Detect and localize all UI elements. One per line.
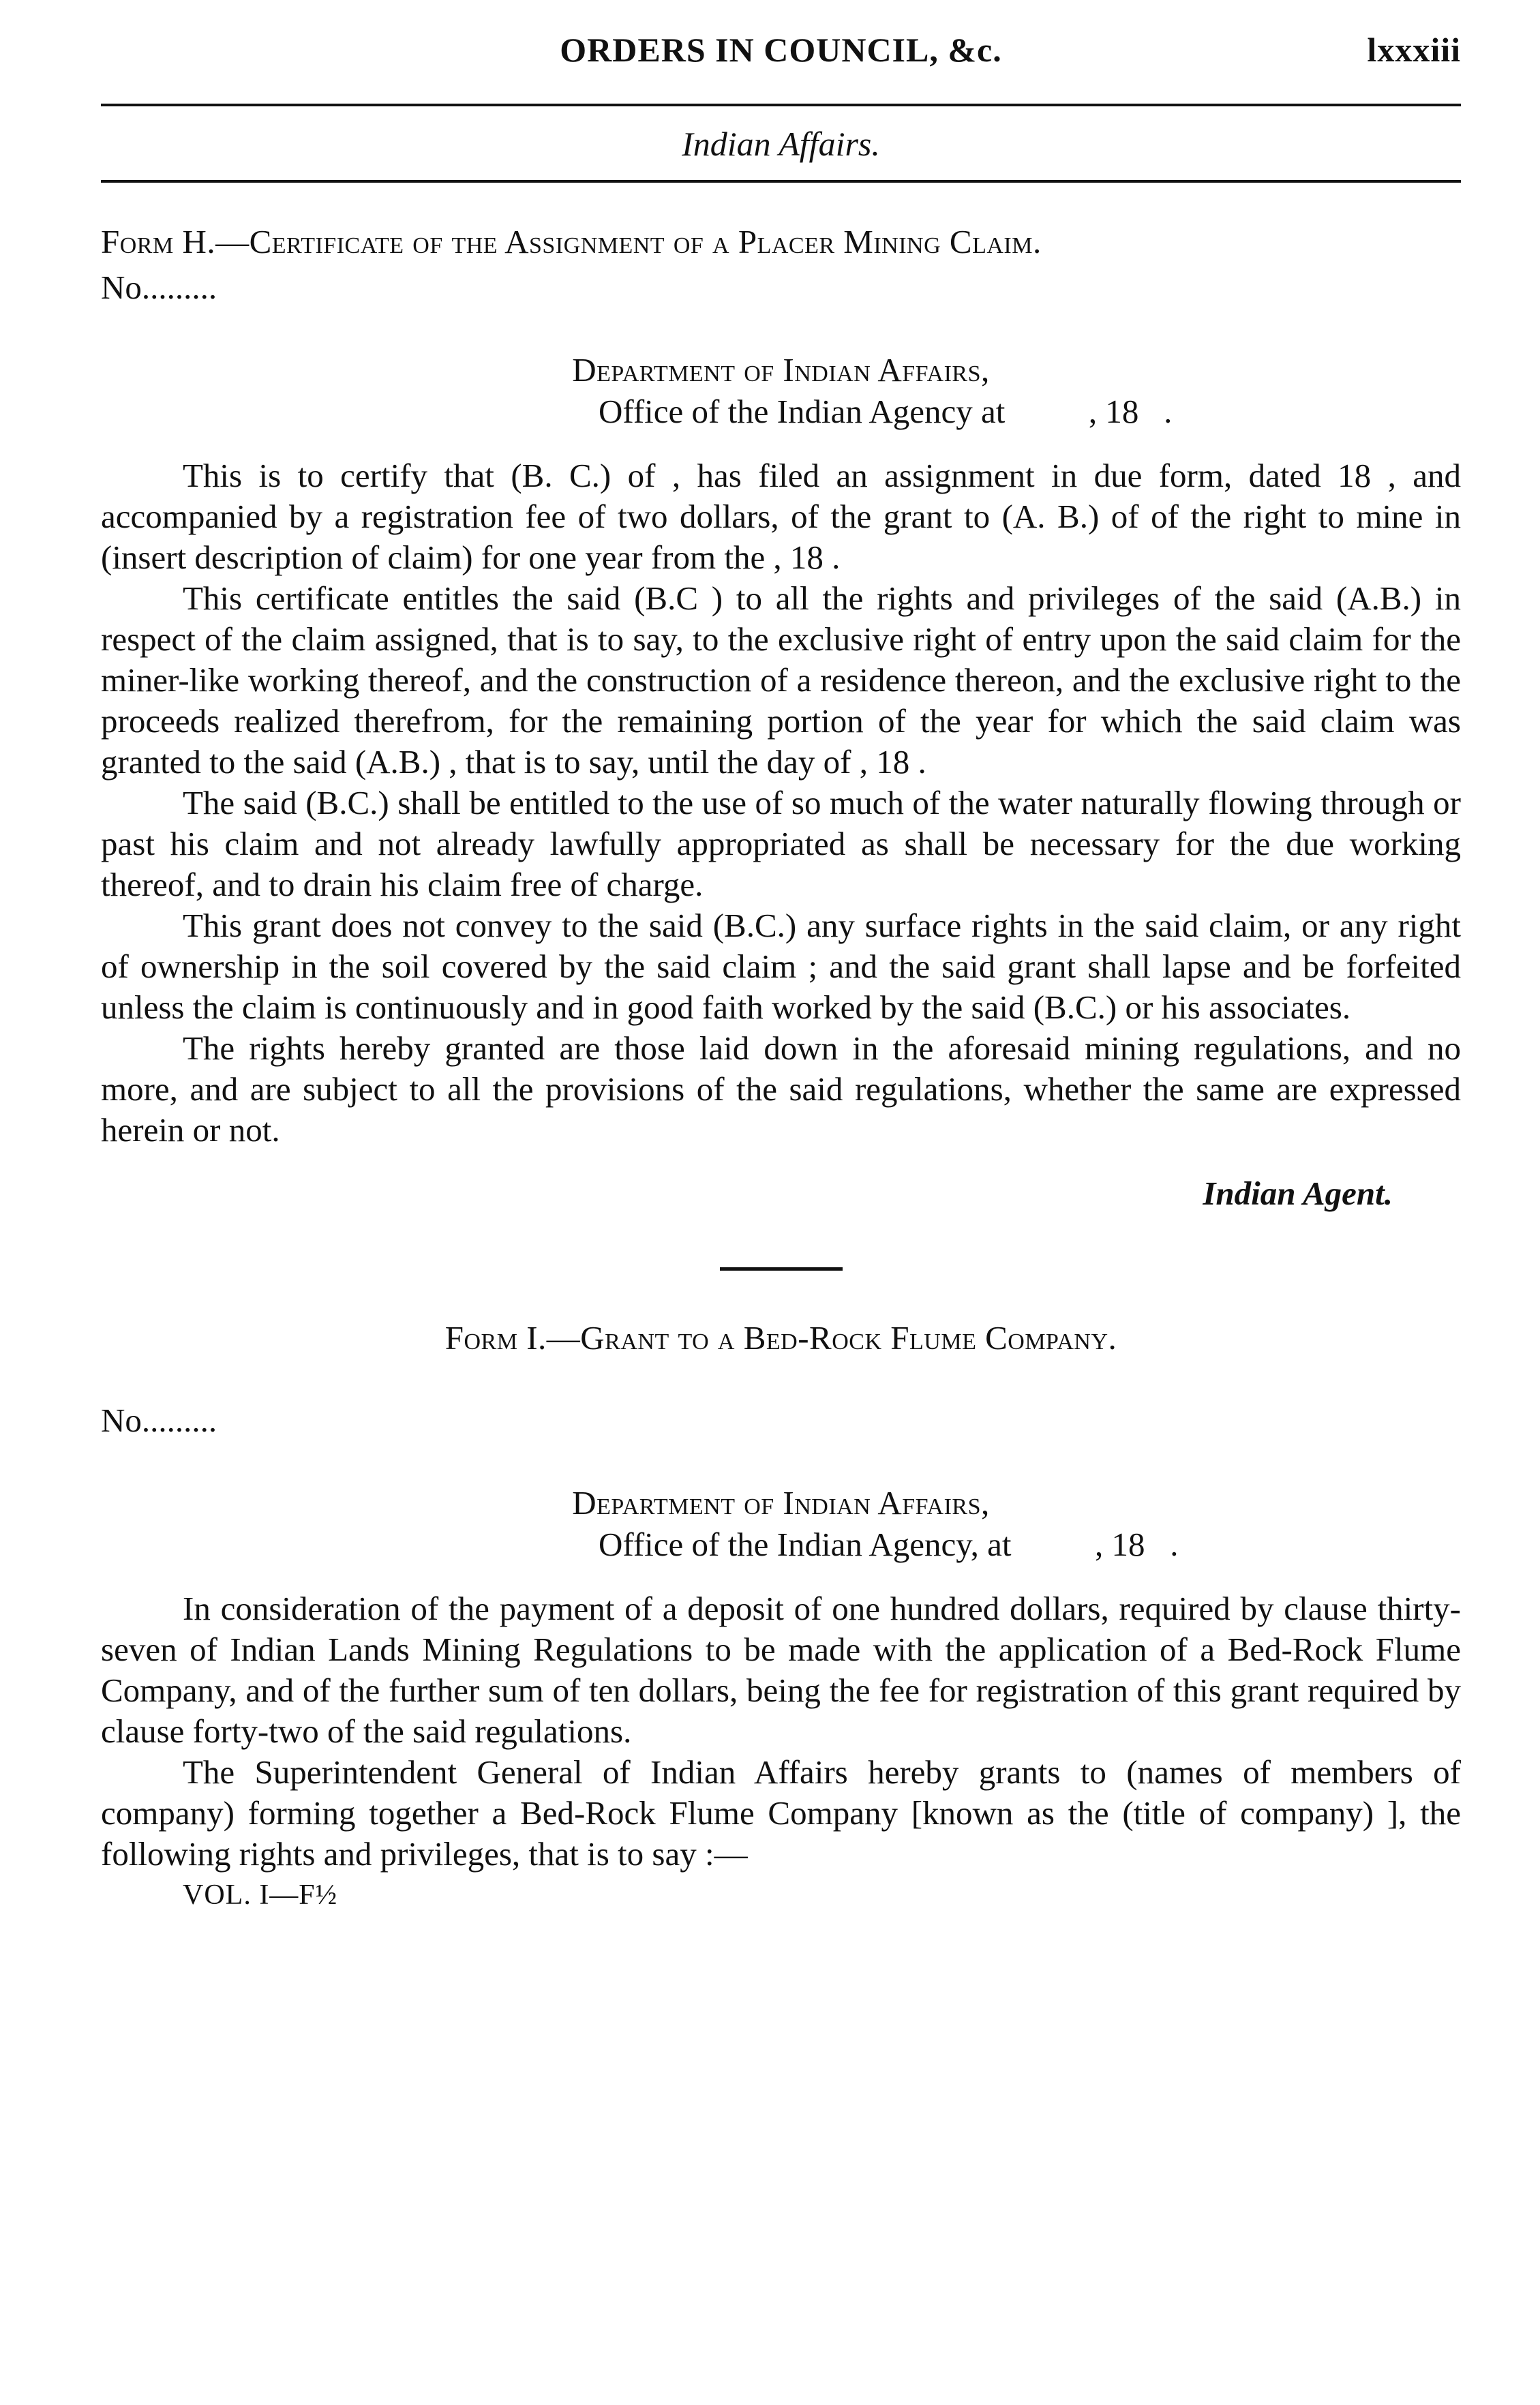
- form-h-signature: Indian Agent.: [1203, 1175, 1393, 1212]
- form-h-office: Office of the Indian Agency at , 18 .: [599, 393, 1173, 430]
- running-title: ORDERS IN COUNCIL, &c.: [560, 31, 1002, 69]
- signature-mark: VOL. I—F½: [183, 1879, 338, 1911]
- page: [101, 27, 1461, 1911]
- form-h-paragraph-3: The said (B.C.) shall be entitled to the use of so much of the water naturally flowing through or past his claim and not already lawfully appropriated as shall be necessary for the due working thereof, and to drain his claim free of charge.: [101, 784, 1461, 903]
- form-h-department: Department of Indian Affairs,: [572, 351, 990, 389]
- form-h-paragraph-5: The rights hereby granted are those laid down in the aforesaid mining regulations, and no more, and are subject to all the provisions of the said regulations, whether the same are expressed herein or not.: [101, 1029, 1461, 1149]
- form-separator-rule: [720, 1267, 843, 1271]
- form-i-department: Department of Indian Affairs,: [572, 1484, 990, 1522]
- form-h-title: Form H.—Certificate of the Assignment of a Placer Mining Claim.: [101, 223, 1042, 260]
- form-i-title: Form I.—Grant to a Bed-Rock Flume Company.: [444, 1319, 1117, 1357]
- section-rule: [101, 180, 1461, 183]
- running-head: [101, 27, 1461, 76]
- form-h-paragraph-4: This grant does not convey to the said (B.C.) any surface rights in the said claim, or any right of ownership in the soil covered by the said claim ; and the said grant shall lapse and be forfeited unless the claim is continuously and in good faith worked by the said (B.C.) or his associates.: [101, 907, 1461, 1026]
- form-h-paragraph-1: This is to certify that (B. C.) of , has filed an assignment in due form, dated 18 , and accompanied by a registration fee of two dollars, of the grant to (A. B.) of of the right to mine in (insert description of claim) for one year from the , 18 .: [101, 457, 1461, 576]
- form-i-paragraph-1: In consideration of the payment of a deposit of one hundred dollars, required by clause thirty-seven of Indian Lands Mining Regulations to be made with the application of a Bed-Rock Flume Company, and of the further sum of ten dollars, being the fee for registration of this grant required by clause forty-two of the said regulations.: [101, 1590, 1461, 1750]
- section-title: Indian Affairs.: [682, 125, 880, 163]
- form-i-office: Office of the Indian Agency, at , 18 .: [599, 1526, 1179, 1563]
- page-number: lxxxiii: [1367, 31, 1461, 69]
- form-h-paragraph-2: This certificate entitles the said (B.C ) to all the rights and privileges of the said (A.B.) in respect of the claim assigned, that is to say, to the exclusive right of entry upon the said claim for the miner-like working thereof, and the construction of a residence thereon, and the exclusive right to the proceeds realized therefrom, for the remaining portion of the year for which the said claim was granted to the said (A.B.) , that is to say, until the day of , 18 .: [101, 579, 1461, 781]
- form-i-paragraph-2: The Superintendent General of Indian Affairs hereby grants to (names of members of company) forming together a Bed-Rock Flume Company [known as the (title of company) ], the following rights and privileges, that is to say :—: [101, 1753, 1461, 1873]
- form-i-number: No.........: [101, 1402, 217, 1439]
- form-h-number: No.........: [101, 269, 217, 306]
